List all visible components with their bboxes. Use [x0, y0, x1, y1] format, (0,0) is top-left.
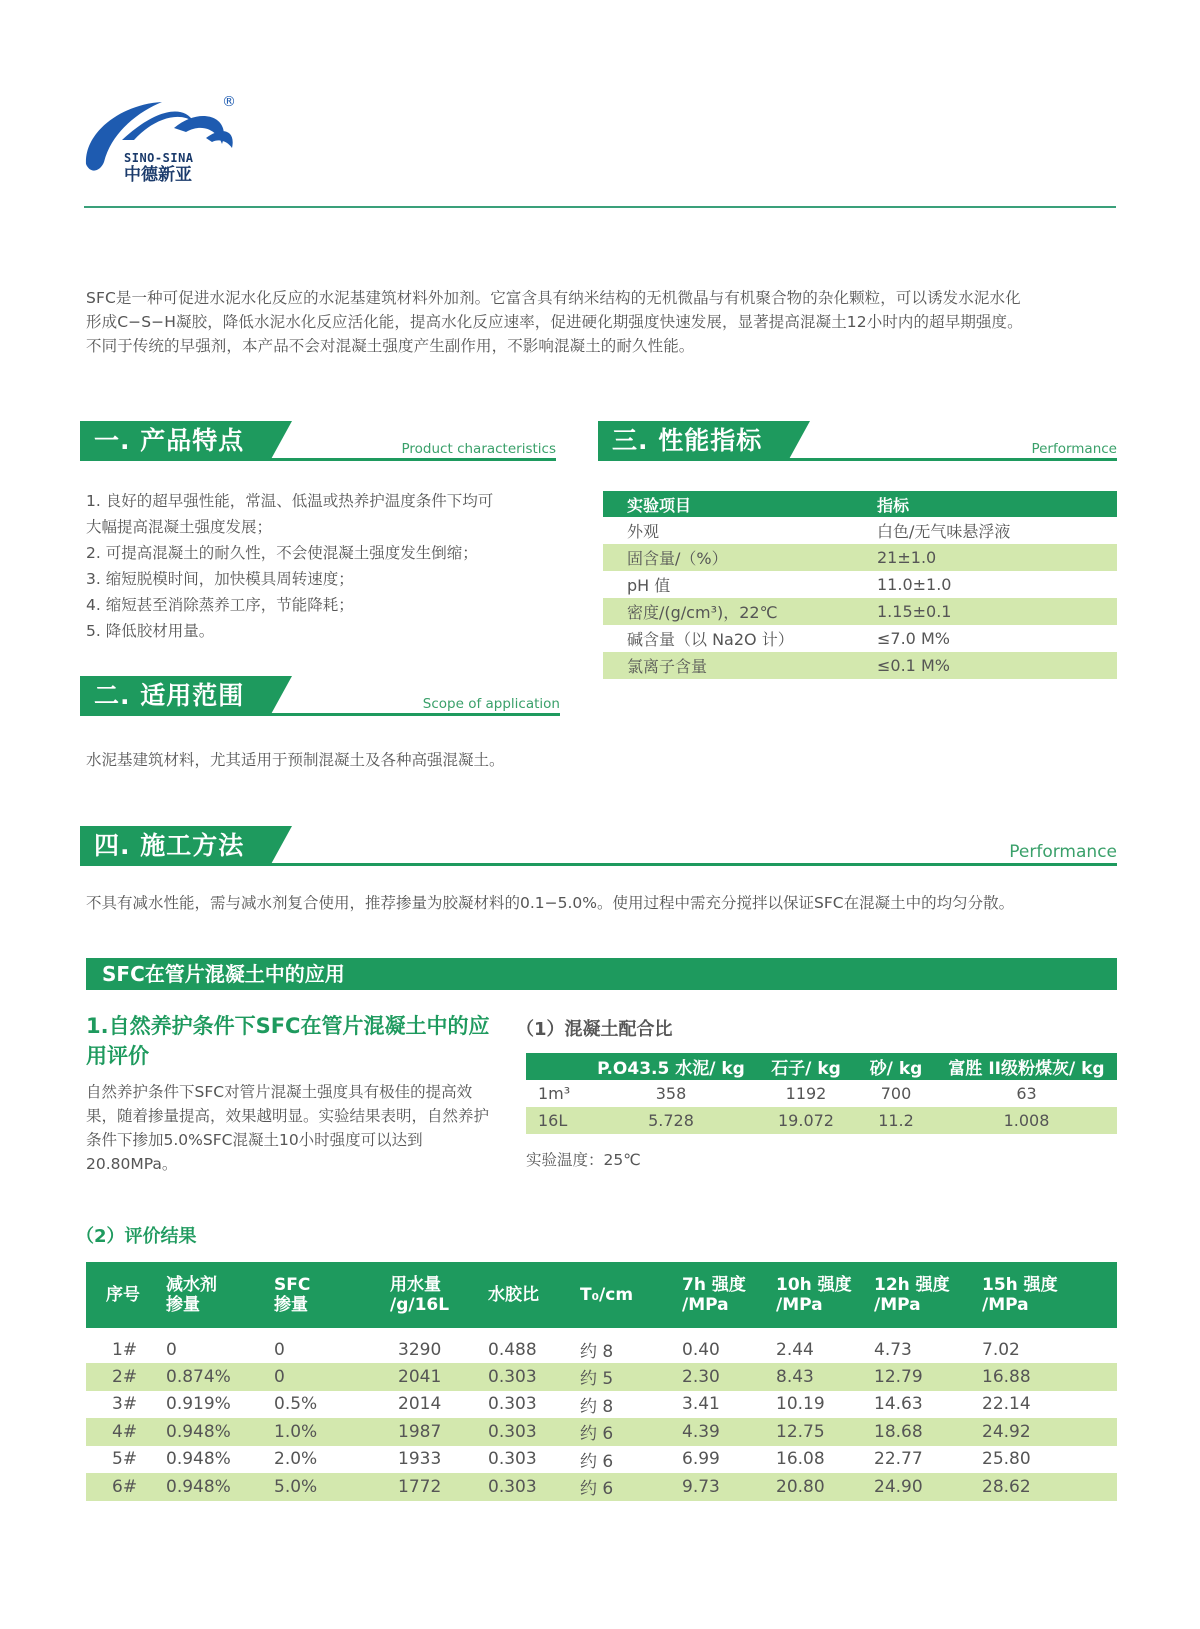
table-cell: 1987	[380, 1418, 478, 1446]
table-cell: 16.88	[972, 1363, 1117, 1391]
table-header-cell: 指标	[853, 491, 1117, 517]
temperature-note: 实验温度：25℃	[526, 1151, 641, 1169]
table-cell: 碱含量（以 Na2O 计）	[627, 630, 794, 649]
section-subtitle-en: Performance	[1009, 842, 1117, 862]
table-cell: 约 8	[580, 1396, 614, 1417]
header-divider	[84, 206, 1116, 208]
table-cell: 6#	[86, 1473, 156, 1501]
table-row	[603, 544, 1117, 571]
table-cell: 5#	[112, 1449, 138, 1470]
table-cell: 19.072	[756, 1107, 856, 1134]
registered-mark: ®	[222, 94, 236, 110]
table-cell: 12.75	[766, 1418, 864, 1446]
table-header-cell	[526, 1053, 586, 1080]
table-cell: 0.919%	[166, 1394, 231, 1415]
list-item: 3. 缩短脱模时间，加快模具周转速度；	[86, 570, 354, 588]
table-cell: 0.40	[682, 1339, 720, 1360]
table-row	[86, 1418, 1117, 1446]
table-row	[526, 1080, 1117, 1107]
table-header-row	[526, 1053, 1117, 1080]
application-text: 自然养护条件下SFC对管片混凝土强度具有极佳的提高效果，随着掺量提高，效果越明显。实验结果表明，自然养护条件下掺加5.0%SFC混凝土10小时强度可以达到 20.80MPa。	[86, 1083, 490, 1173]
table-header-cell: P.O43.5 水泥/ kg	[586, 1053, 756, 1080]
table-cell: pH 值	[627, 576, 671, 595]
intro-line: 不同于传统的早强剂，本产品不会对混凝土强度产生副作用，不影响混凝土的耐久性能。	[86, 337, 695, 355]
table-cell: 约 5	[570, 1363, 672, 1391]
table-cell: 约 6	[570, 1473, 672, 1501]
table-row	[603, 517, 1117, 544]
intro-line: 形成C−S−H凝胶，降低水泥水化反应活化能，提高水化反应速率，促进硬化期强度快速发展，显著提高混凝土12小时内的超早期强度。	[86, 313, 1023, 331]
list-item: 4. 缩短甚至消除蒸养工序，节能降耗；	[86, 596, 354, 614]
table-header-cell: 实验项目	[603, 491, 853, 517]
table-header-cell: 石子/ kg	[756, 1053, 856, 1080]
table-header-cell: 12h 强度 /MPa	[864, 1262, 972, 1328]
table-cell: 7.02	[982, 1339, 1020, 1360]
table-cell: 10.19	[776, 1394, 825, 1415]
section-underline	[80, 458, 556, 461]
table-cell: 16.08	[776, 1449, 825, 1470]
table-cell: 25.80	[982, 1449, 1031, 1470]
table-cell: 约 8	[580, 1342, 614, 1362]
section-header-scope	[80, 676, 560, 716]
table-cell: 1192	[785, 1084, 827, 1103]
section-underline	[598, 458, 1117, 461]
table-cell: 0.948%	[156, 1473, 264, 1501]
table-cell: 约 6	[570, 1418, 672, 1446]
table-cell: 8.43	[766, 1363, 864, 1391]
table-row	[526, 1107, 1117, 1134]
table-cell: 4.39	[672, 1418, 766, 1446]
table-cell: 0.303	[488, 1394, 537, 1415]
table-cell: 1772	[380, 1473, 478, 1501]
table-row	[603, 652, 1117, 679]
table-cell: 4#	[86, 1418, 156, 1446]
table-cell: 358	[655, 1084, 687, 1103]
table-header-row	[86, 1262, 1117, 1328]
method-text: 不具有减水性能，需与减水剂复合使用，推荐掺量为胶凝材料的0.1−5.0%。使用过程中需充分搅拌以保证SFC在混凝土中的均匀分散。	[86, 894, 1015, 912]
table-row	[86, 1391, 1117, 1419]
table-cell: 固含量/（%）	[603, 544, 853, 571]
intro-paragraph	[86, 286, 1126, 358]
application-title: 1.自然养护条件下SFC在管片混凝土中的应用评价	[86, 1014, 490, 1068]
section-subtitle-en: Product characteristics	[401, 441, 556, 457]
scope-text: 水泥基建筑材料，尤其适用于预制混凝土及各种高强混凝土。	[86, 751, 505, 769]
table-cell: 12.79	[864, 1363, 972, 1391]
table-cell: ≤7.0 M%	[877, 629, 950, 648]
table-cell: 3.41	[682, 1394, 720, 1415]
table-cell: 24.92	[972, 1418, 1117, 1446]
table-cell: 2#	[86, 1363, 156, 1391]
table-cell: 约 6	[580, 1451, 614, 1472]
table-cell: 0	[166, 1339, 177, 1360]
table-cell: 0.874%	[156, 1363, 264, 1391]
table-cell: 2041	[380, 1363, 478, 1391]
table-cell: 14.63	[874, 1394, 923, 1415]
mix-table	[526, 1053, 1117, 1134]
table-cell: 11.0±1.0	[877, 575, 952, 594]
table-header-cell: T₀/cm	[570, 1262, 672, 1328]
table-cell: 1#	[112, 1339, 138, 1360]
section-underline	[80, 863, 1117, 866]
brand-name-cn: 中德新亚	[124, 165, 192, 185]
section-underline	[80, 713, 560, 716]
table-cell: 9.73	[672, 1473, 766, 1501]
table-row	[86, 1446, 1117, 1474]
table-cell: 1.008	[936, 1107, 1117, 1134]
table-row	[603, 598, 1117, 625]
section-header-features	[80, 421, 556, 461]
table-cell: 白色/无气味悬浮液	[877, 522, 1011, 541]
section-header-method	[80, 826, 1117, 866]
table-cell: 1933	[398, 1449, 442, 1470]
section-header-performance	[598, 421, 1117, 461]
table-cell: 700	[880, 1084, 912, 1103]
section-title: 三. 性能指标	[598, 421, 788, 461]
table-cell: 22.14	[982, 1394, 1031, 1415]
list-item: 2. 可提高混凝土的耐久性，不会使混凝土强度发生倒缩；	[86, 544, 478, 562]
table-header-cell: 减水剂 掺量	[156, 1262, 264, 1328]
table-cell: 1m³	[538, 1084, 571, 1103]
table-row	[86, 1328, 1117, 1363]
table-cell: 0.303	[478, 1418, 570, 1446]
table-cell: 0.303	[488, 1449, 537, 1470]
table-cell: 18.68	[864, 1418, 972, 1446]
table-row	[86, 1473, 1117, 1501]
result-title: （2）评价结果	[76, 1226, 197, 1247]
table-cell: 21±1.0	[853, 544, 1117, 571]
table-cell: 16L	[526, 1107, 586, 1134]
table-cell: 1.15±0.1	[853, 598, 1117, 625]
table-cell: 2014	[398, 1394, 442, 1415]
table-cell: 24.90	[864, 1473, 972, 1501]
table-row	[86, 1363, 1117, 1391]
table-cell: ≤0.1 M%	[853, 652, 1117, 679]
table-cell: 0.5%	[274, 1394, 318, 1415]
table-cell: 5.0%	[264, 1473, 380, 1501]
table-header-cell: 15h 强度 /MPa	[972, 1262, 1117, 1328]
table-cell: 63	[1016, 1084, 1037, 1103]
table-header-cell: 序号	[86, 1262, 156, 1328]
section-title: 四. 施工方法	[80, 826, 270, 866]
list-item: 大幅提高混凝土强度发展；	[86, 518, 273, 536]
table-cell: 3#	[112, 1394, 138, 1415]
table-cell: 2.0%	[274, 1449, 318, 1470]
table-header-cell: 富胜 II级粉煤灰/ kg	[936, 1053, 1117, 1080]
table-cell: 28.62	[972, 1473, 1117, 1501]
table-cell: 20.80	[766, 1473, 864, 1501]
brand-logo	[82, 92, 252, 192]
table-cell: 1.0%	[264, 1418, 380, 1446]
table-cell: 密度/(g/cm³)，22℃	[603, 598, 853, 625]
table-cell: 22.77	[874, 1449, 923, 1470]
table-row	[603, 571, 1117, 598]
list-item: 5. 降低胶材用量。	[86, 622, 215, 640]
table-header-row	[603, 491, 1117, 517]
features-list	[86, 488, 556, 644]
table-cell: 氯离子含量	[603, 652, 853, 679]
table-header-cell: 7h 强度 /MPa	[672, 1262, 766, 1328]
table-cell: 2.30	[672, 1363, 766, 1391]
table-header-cell: SFC 掺量	[264, 1262, 380, 1328]
table-header-cell: 10h 强度 /MPa	[766, 1262, 864, 1328]
table-cell: 4.73	[874, 1339, 912, 1360]
table-header-cell: 砂/ kg	[856, 1053, 936, 1080]
intro-line: SFC是一种可促进水泥水化反应的水泥基建筑材料外加剂。它富含具有纳米结构的无机微晶与有机聚合物的杂化颗粒，可以诱发水泥水化	[86, 289, 1021, 307]
table-cell: 0.948%	[156, 1418, 264, 1446]
table-cell: 外观	[627, 522, 660, 541]
table-header-cell: 水胶比	[478, 1262, 570, 1328]
application-banner: SFC在管片混凝土中的应用	[86, 958, 1117, 990]
table-cell: 0	[274, 1339, 285, 1360]
performance-table	[603, 491, 1117, 679]
section-subtitle-en: Performance	[1031, 441, 1117, 457]
result-table	[86, 1262, 1117, 1501]
table-row	[603, 625, 1117, 652]
list-item: 1. 良好的超早强性能，常温、低温或热养护温度条件下均可	[86, 492, 494, 510]
section-title: 二. 适用范围	[80, 676, 270, 716]
logo-swoosh-icon	[82, 92, 252, 192]
section-subtitle-en: Scope of application	[422, 696, 560, 712]
table-cell: 5.728	[586, 1107, 756, 1134]
mix-title: （1）混凝土配合比	[516, 1019, 673, 1040]
table-header-cell: 用水量 /g/16L	[380, 1262, 478, 1328]
table-cell: 0.488	[488, 1339, 537, 1360]
table-cell: 6.99	[682, 1449, 720, 1470]
table-cell: 0	[264, 1363, 380, 1391]
table-cell: 11.2	[856, 1107, 936, 1134]
section-title: 一. 产品特点	[80, 421, 270, 461]
table-cell: 2.44	[776, 1339, 814, 1360]
table-cell: 0.303	[478, 1363, 570, 1391]
table-cell: 0.303	[478, 1473, 570, 1501]
brand-name-en: SINO-SINA	[124, 151, 194, 165]
table-cell: 3290	[398, 1339, 442, 1360]
table-cell: 0.948%	[166, 1449, 231, 1470]
